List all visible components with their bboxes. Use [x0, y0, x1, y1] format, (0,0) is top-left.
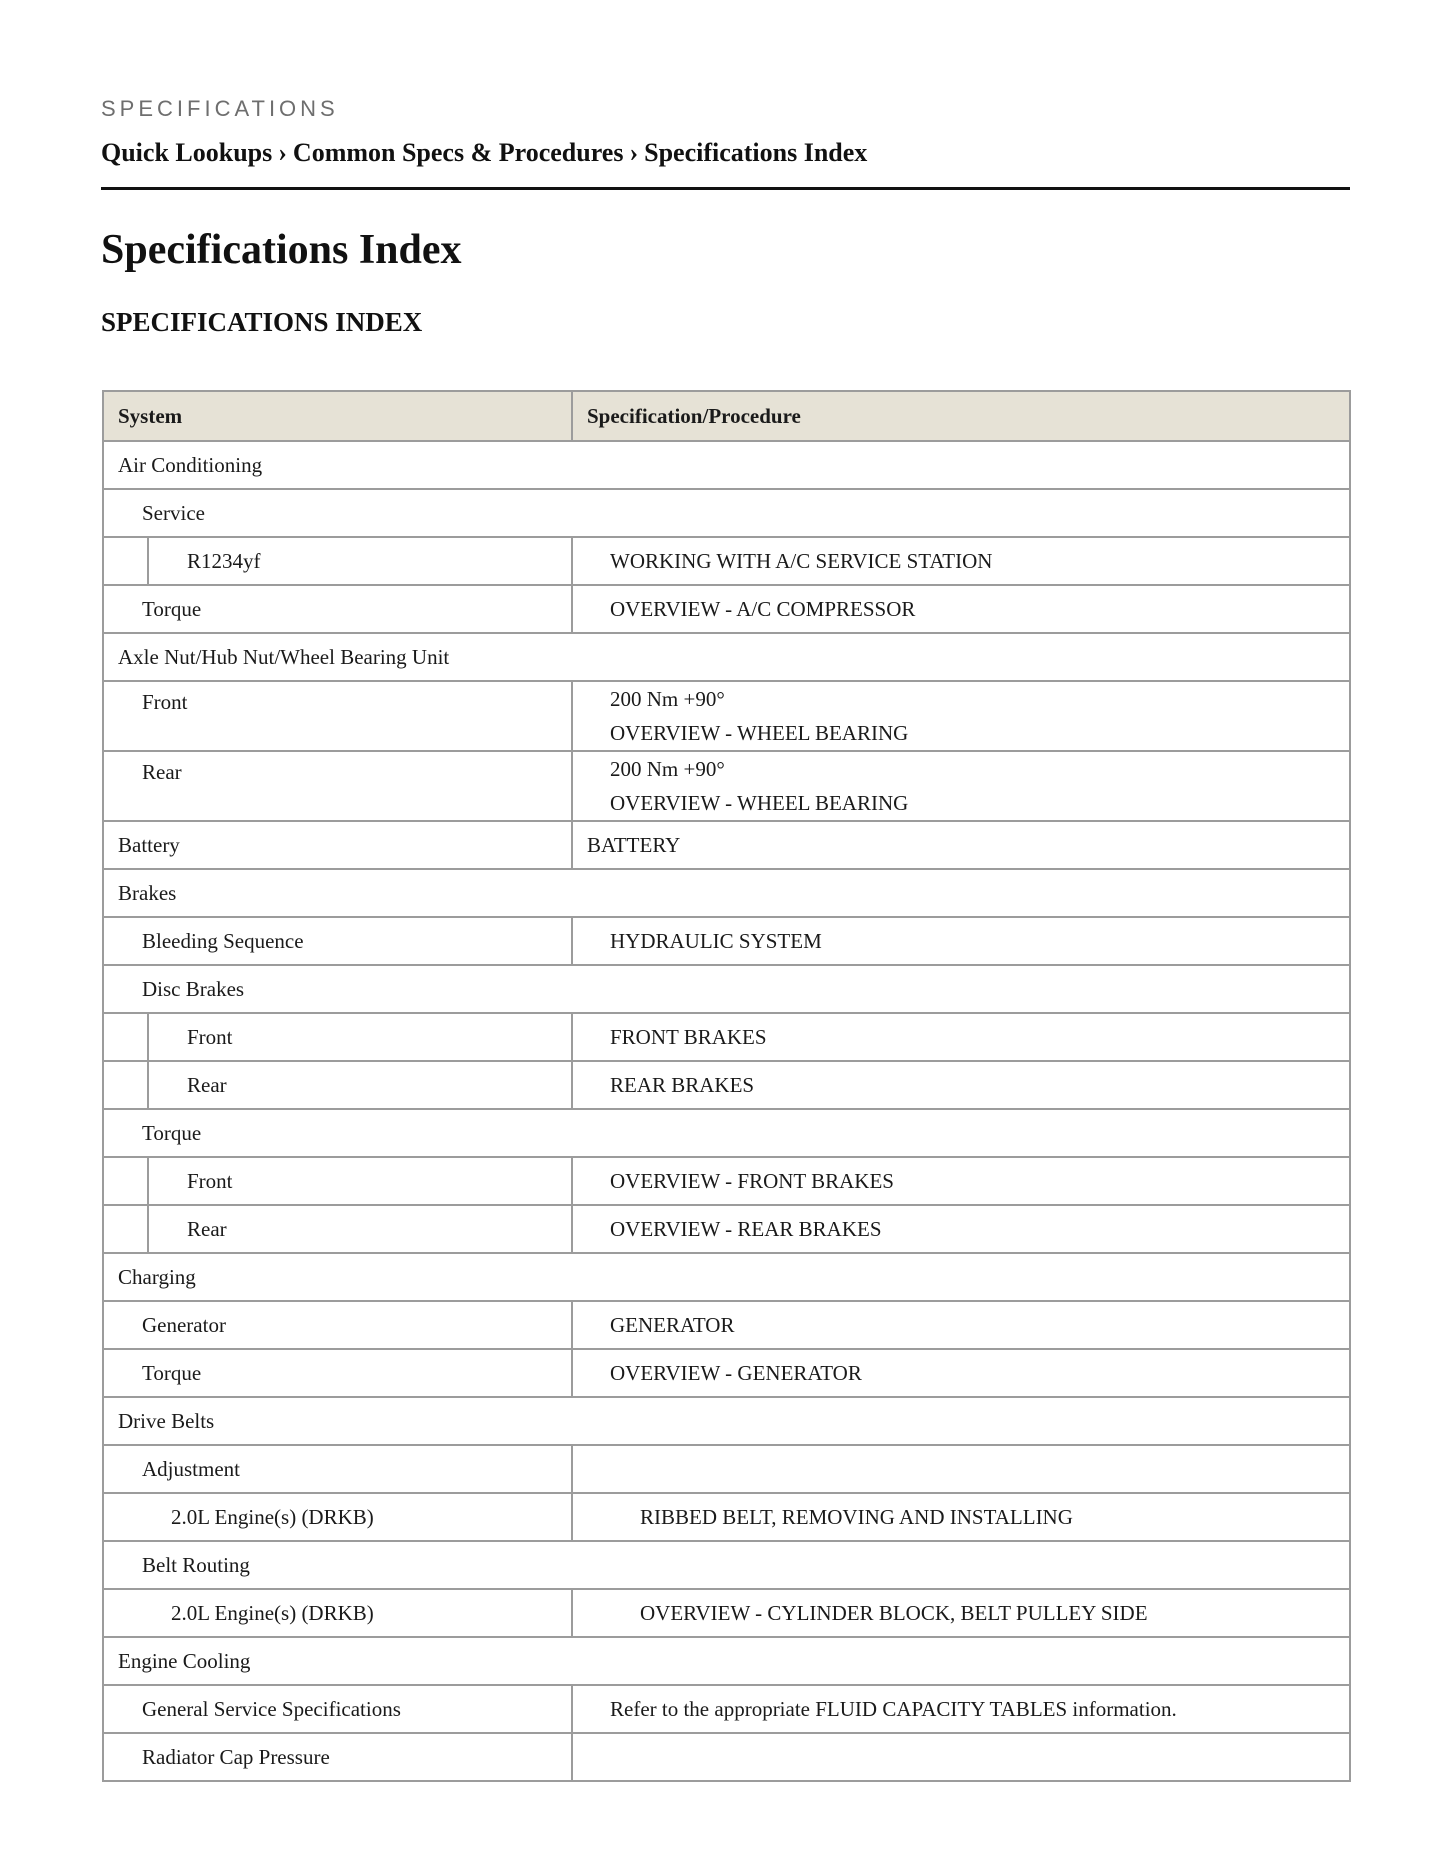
table-row [103, 1061, 1350, 1109]
group-label: Drive Belts [118, 1408, 215, 1433]
table-row [103, 1541, 1350, 1589]
indent-bar [147, 1013, 149, 1061]
row-label: Battery [118, 832, 180, 857]
table-row [103, 1733, 1350, 1781]
row-label: R1234yf [187, 548, 261, 573]
table-row [103, 585, 1350, 633]
table-row [103, 1157, 1350, 1205]
page-subtitle: SPECIFICATIONS INDEX [101, 307, 423, 337]
row-label: Torque [142, 1360, 202, 1385]
breadcrumb [101, 138, 867, 168]
table-row [103, 869, 1350, 917]
row-label: 2.0L Engine(s) (DRKB) [171, 1504, 374, 1529]
spec-empty [573, 1446, 1349, 1492]
row-label: Rear [187, 1216, 227, 1241]
spec-link[interactable]: HYDRAULIC SYSTEM [610, 928, 822, 953]
row-label: Generator [142, 1312, 226, 1337]
group-label: Charging [118, 1264, 196, 1289]
row-label: 2.0L Engine(s) (DRKB) [171, 1600, 374, 1625]
table-row [103, 1397, 1350, 1445]
breadcrumb-item-quick-lookups[interactable]: Quick Lookups [101, 138, 273, 167]
row-label: Rear [142, 760, 182, 784]
spec-link[interactable]: OVERVIEW - A/C COMPRESSOR [610, 596, 916, 621]
group-label: Axle Nut/Hub Nut/Wheel Bearing Unit [118, 644, 450, 669]
table-row [103, 917, 1350, 965]
spec-link[interactable]: OVERVIEW - FRONT BRAKES [610, 1168, 894, 1193]
subgroup-label: Belt Routing [142, 1552, 250, 1577]
table-row [103, 1637, 1350, 1685]
spec-link[interactable]: BATTERY [587, 832, 681, 857]
spec-link[interactable]: OVERVIEW - WHEEL BEARING [610, 791, 909, 815]
row-label: Adjustment [142, 1456, 240, 1481]
table-row [103, 489, 1350, 537]
row-label: Torque [142, 596, 202, 621]
group-label: Air Conditioning [118, 452, 263, 477]
table-row [103, 1205, 1350, 1253]
table-row [103, 751, 1350, 821]
spec-link[interactable]: GENERATOR [610, 1312, 735, 1337]
spec-link[interactable]: OVERVIEW - REAR BRAKES [610, 1216, 882, 1241]
group-label: Engine Cooling [118, 1648, 251, 1673]
row-label: Radiator Cap Pressure [142, 1744, 330, 1769]
table-row [103, 1349, 1350, 1397]
indent-bar [147, 1205, 149, 1253]
table-header-row [103, 391, 1350, 441]
row-label: Bleeding Sequence [142, 928, 304, 953]
table-row [103, 965, 1350, 1013]
specifications-table [102, 390, 1351, 1782]
row-label: Rear [187, 1072, 227, 1097]
page-title: Specifications Index [101, 227, 462, 273]
group-label: Brakes [118, 880, 177, 905]
spec-link[interactable]: OVERVIEW - WHEEL BEARING [610, 721, 909, 745]
table-row [103, 1493, 1350, 1541]
spec-note[interactable]: Refer to the appropriate FLUID CAPACITY TABLES information. [610, 1696, 1177, 1721]
spec-link[interactable]: REAR BRAKES [610, 1072, 755, 1097]
table-row [103, 1013, 1350, 1061]
breadcrumb-separator: › [278, 138, 287, 167]
spec-torque-value: 200 Nm +90° [610, 757, 725, 781]
table-row [103, 633, 1350, 681]
indent-bar [147, 537, 149, 585]
row-label: Front [187, 1168, 233, 1193]
spec-link[interactable]: OVERVIEW - CYLINDER BLOCK, BELT PULLEY SIDE [640, 1600, 1148, 1625]
row-label: Front [142, 690, 188, 714]
column-header-system: System [103, 391, 572, 441]
column-header-spec: Specification/Procedure [572, 391, 1350, 441]
subgroup-label: Disc Brakes [142, 976, 245, 1001]
spec-empty [573, 1734, 1349, 1780]
indent-bar [147, 1061, 149, 1109]
table-row [103, 1301, 1350, 1349]
table-row [103, 1445, 1350, 1493]
table-row [103, 681, 1350, 751]
spec-link[interactable]: FRONT BRAKES [610, 1024, 767, 1049]
indent-bar [147, 1157, 149, 1205]
table-row [103, 441, 1350, 489]
table-row [103, 1589, 1350, 1637]
breadcrumb-separator: › [629, 138, 639, 167]
breadcrumb-item-current: Specifications Index [644, 138, 868, 167]
section-eyebrow: SPECIFICATIONS [101, 96, 339, 121]
table-row [103, 1253, 1350, 1301]
table-row [103, 821, 1350, 869]
header-divider [101, 187, 1350, 190]
table-row [103, 537, 1350, 585]
breadcrumb-item-common-specs[interactable]: Common Specs & Procedures [292, 138, 624, 167]
spec-link[interactable]: OVERVIEW - GENERATOR [610, 1360, 862, 1385]
subgroup-label: Service [142, 500, 205, 525]
subgroup-label: Torque [142, 1120, 202, 1145]
spec-torque-value: 200 Nm +90° [610, 687, 725, 711]
table-row [103, 1685, 1350, 1733]
spec-link[interactable]: RIBBED BELT, REMOVING AND INSTALLING [640, 1504, 1073, 1529]
row-label: General Service Specifications [142, 1696, 401, 1721]
table-row [103, 1109, 1350, 1157]
spec-link[interactable]: WORKING WITH A/C SERVICE STATION [610, 548, 993, 573]
row-label: Front [187, 1024, 233, 1049]
